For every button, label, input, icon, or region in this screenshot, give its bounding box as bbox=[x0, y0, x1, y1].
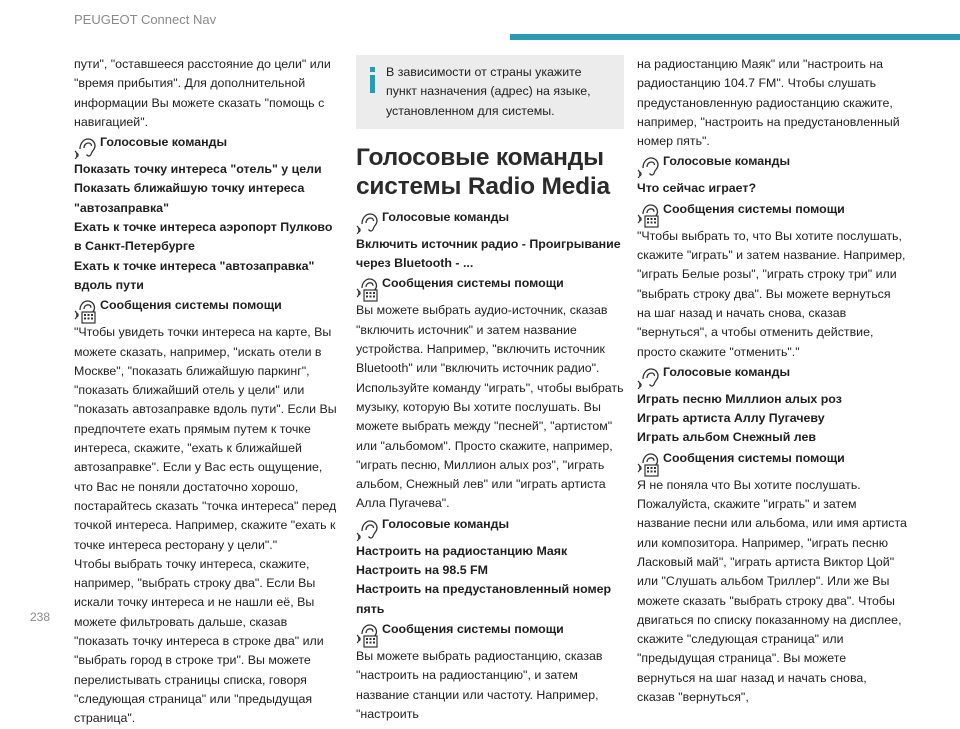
help-text: "Чтобы увидеть точки интереса на карте, Вы можете сказать, например, "искать отели в Москве", "показать ближайшую паркинг", "показать ближайший отель у цели" или "показать автозаправке вдоль пути". Если Вы предпочтете ехать прямым путем к точке интереса, скажите, "ехать к ближайшей автозаправке". Если у Вас есть ощущение, что Вас не поняли достаточно хорошо, постарайтесь сказать "точка интереса" перед точкой интереса. Например, скажите "ехать к точке интереса ресторану у цели"." bbox=[74, 325, 337, 552]
voice-command-icon bbox=[637, 154, 661, 178]
help-text: Я не поняла что Вы хотите послушать. Пожалуйста, скажите "играть" и затем название песни или альбома, или имя артиста или композитора. Например, "играть песню Ласковый май", "играть артиста Виктор Цой" или "Слушать альбом Триллер". Или же Вы можете сказать "выбрать строку два". Чтобы двигаться по списку показанному на дисплее, скажите "следующая страница" или "предыдущая страница". Вы можете вернуться на шаг назад и начать снова, сказав "вернуться", bbox=[637, 477, 907, 705]
help-messages-label: Сообщения системы помощи bbox=[382, 276, 564, 291]
help-messages-label: Сообщения системы помощи bbox=[100, 298, 282, 313]
help-messages-label: Сообщения системы помощи bbox=[663, 201, 845, 216]
help-messages-block bbox=[74, 295, 342, 315]
voice-command-icon bbox=[356, 210, 380, 234]
section-heading: Голосовые команды системы Radio Media bbox=[356, 143, 610, 200]
voice-command-icon bbox=[74, 135, 98, 159]
page-number: 238 bbox=[30, 610, 51, 624]
command-line: Играть артиста Аллу Пугачеву bbox=[637, 411, 825, 426]
column-3 bbox=[637, 55, 907, 707]
help-message-icon bbox=[74, 298, 98, 324]
voice-commands-block bbox=[637, 151, 907, 171]
voice-commands-label: Голосовые команды bbox=[100, 135, 228, 150]
command-line: Настроить на 98.5 FM bbox=[356, 563, 488, 578]
info-box bbox=[356, 55, 624, 129]
voice-commands-label: Голосовые команды bbox=[382, 209, 510, 224]
voice-command-icon bbox=[637, 365, 661, 389]
command-line: Показать ближайшую точку интереса "автозаправка" bbox=[74, 181, 305, 215]
voice-commands-block bbox=[637, 362, 907, 382]
help-messages-block bbox=[637, 199, 907, 219]
voice-commands-block bbox=[356, 207, 624, 227]
command-line: Что сейчас играет? bbox=[637, 181, 757, 196]
help-messages-label: Сообщения системы помощи bbox=[382, 621, 564, 636]
help-text: Чтобы выбрать точку интереса, скажите, например, "выбрать строку два". Если Вы искали точку интереса и не нашли её, Вы можете фильтровать дальше, сказав "показать точку интереса в строке два" или "выбрать город в строке три". Вы можете перелистывать страницы списка, говоря "следующая страница" или "предыдущая страница". bbox=[74, 556, 324, 726]
command-line: Включить источник радио - Проигрывание через Bluetooth - ... bbox=[356, 236, 621, 271]
help-text: Вы можете выбрать радиостанцию, сказав "настроить на радиостанцию", и затем название станции или частоту. Например, "настроить bbox=[356, 648, 603, 721]
help-text: "Чтобы выбрать то, что Вы хотите послушать, скажите "играть" и затем название. Например, "играть Белые розы", "играть строку три" или "выбрать строку два". Вы можете вернуться на шаг назад и начать снова, сказав "вернуться", а чтобы отменить действие, просто скажите "отменить"." bbox=[637, 228, 906, 359]
info-text: В зависимости от страны укажите пункт назначения (адрес) на языке, установленном для системы. bbox=[386, 65, 591, 118]
voice-commands-block bbox=[74, 132, 342, 152]
help-messages-label: Сообщения системы помощи bbox=[663, 450, 845, 465]
column-2 bbox=[356, 55, 624, 724]
help-messages-block bbox=[356, 619, 624, 639]
voice-command-icon bbox=[356, 517, 380, 541]
command-line: Ехать к точке интереса "автозаправка" вдоль пути bbox=[74, 258, 315, 292]
command-line: Настроить на радиостанцию Маяк bbox=[356, 543, 568, 558]
header-title: PEUGEOT Connect Nav bbox=[74, 12, 217, 27]
help-message-icon bbox=[637, 202, 661, 228]
col1-intro: пути", "оставшееся расстояние до цели" или "время прибытия". Для дополнительной информации Вы можете сказать "помощь с навигацией". bbox=[74, 57, 331, 129]
help-message-icon bbox=[356, 622, 380, 648]
header-accent-bar bbox=[510, 34, 960, 40]
help-message-icon bbox=[637, 451, 661, 477]
help-messages-block bbox=[637, 448, 907, 468]
command-line: Настроить на предустановленный номер пять bbox=[356, 582, 612, 616]
help-messages-block bbox=[356, 273, 624, 293]
voice-commands-block bbox=[356, 514, 624, 534]
voice-commands-label: Голосовые команды bbox=[382, 516, 510, 531]
command-line: Играть альбом Снежный лев bbox=[637, 430, 816, 445]
column-1 bbox=[74, 55, 342, 729]
command-line: Ехать к точке интереса аэропорт Пулково в Санкт-Петербурге bbox=[74, 220, 333, 254]
col3-intro: на радиостанцию Маяк" или "настроить на радиостанцию 104.7 FM". Чтобы слушать предустановленную радиостанцию скажите, например, "настроить на предустановленный номер пять". bbox=[637, 57, 900, 149]
info-icon bbox=[368, 63, 378, 103]
voice-commands-label: Голосовые команды bbox=[663, 154, 791, 169]
help-message-icon bbox=[356, 276, 380, 302]
voice-commands-label: Голосовые команды bbox=[663, 364, 791, 379]
command-line: Играть песню Миллион алых роз bbox=[637, 391, 842, 406]
help-text: Вы можете выбрать аудио-источник, сказав "включить источник" и затем название устройства. Например, "включить источник Bluetooth" или "включить источник радио". Используйте команду "играть", чтобы выбрать музыку, которую Вы хотите послушать. Вы можете выбрать между "песней", "артистом" или "альбомом". Просто скажите, например, "играть песню, Миллион алых роз", "играть альбом, Снежный лев" или "играть артиста Алла Пугачева". bbox=[356, 303, 624, 511]
command-line: Показать точку интереса "отель" у цели bbox=[74, 162, 322, 177]
